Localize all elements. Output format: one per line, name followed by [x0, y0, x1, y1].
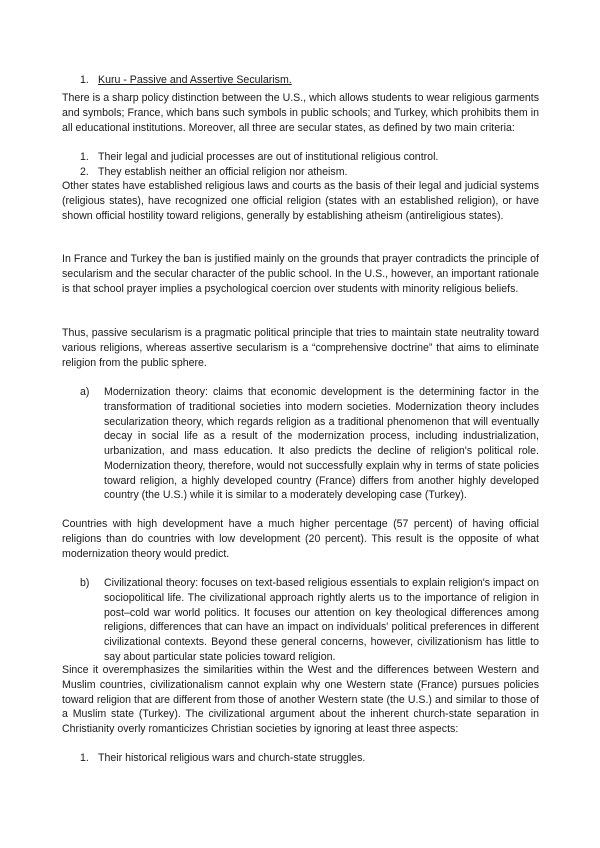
paragraph-passive-secularism: Thus, passive secularism is a pragmatic political principle that tries to maintain state neutrality toward various religions, whereas assertive secularism is a “comprehensive doctrine” that aims to eliminate religion from the public sphere. [62, 327, 539, 369]
list-marker: b) [80, 577, 90, 589]
paragraph-civilizationalism: Since it overemphasizes the similarities within the West and the differences between Western and Muslim countries, civilizationalism cannot explain why one Western state (France) pursues policies toward religion that are different from those of another Western state (the U.S.) and similar to those of a Muslim state (Turkey). The civilizational argument about the inherent church-state separation in Christianity overly romanticizes Christian societies by ignoring at least three aspects: [62, 664, 539, 735]
heading-number: 1. [80, 74, 89, 86]
list-number: 1. [80, 752, 89, 764]
paragraph-intro: There is a sharp policy distinction between the U.S., which allows students to wear religious garments and symbols; France, which bans such symbols in public schools; and Turkey, which prohibits them in all educational institutions. Moreover, all three are secular states, as defined by two main criteria: [62, 92, 539, 134]
theory-modernization [80, 385, 539, 503]
list-number: 1. [80, 151, 89, 163]
paragraph-other-states: Other states have established religious laws and courts as the basis of their legal and judicial systems (religious states), have recognized one official religion (states with an established religion), or have shown official hostility toward religions, generally by establishing atheism (antireligious states). [62, 180, 539, 222]
list-text: Their historical religious wars and church-state struggles. [98, 752, 366, 764]
list-number: 2. [80, 165, 89, 178]
paragraph-development: Countries with high development have a much higher percentage (57 percent) of having official religions than do countries with low development (20 percent). This result is the opposite of what modernization theory would predict. [62, 518, 539, 560]
list-marker: a) [80, 386, 90, 398]
list-text: They establish neither an official religion nor atheism. [98, 165, 348, 178]
heading-text: Kuru - Passive and Assertive Secularism. [98, 74, 292, 86]
list-text: Their legal and judicial processes are out of institutional religious control. [98, 151, 439, 163]
theory-text: Modernization theory: claims that economic development is the determining factor in the transformation of traditional societies into modern societies. Modernization theory includes secularization theory, which regards religion as a traditional phenomenon that will eventually decay in social life as a result of the modernization process, including industrialization, urbanization, and mass education. It also predicts the decline of religion's political role. Modernization theory, therefore, would not successfully explain why in terms of state policies toward religion, a highly developed country (France) differs from another highly developed country (the U.S.) while it is similar to a moderately developing case (Turkey). [104, 386, 539, 502]
paragraph-france-turkey: In France and Turkey the ban is justified mainly on the grounds that prayer contradicts the principle of secularism and the secular character of the public school. In the U.S., however, an important rationale is that school prayer implies a psychological coercion over students with minority religious beliefs. [62, 253, 539, 295]
theory-civilizational [80, 576, 539, 665]
theory-text: Civilizational theory: focuses on text-based religious essentials to explain religion's impact on sociopolitical life. The civilizational approach rightly alerts us to the importance of religion in post–cold war world politics. It focuses our attention on key theological differences among religions, differences that can have an impact on individuals' political preferences in different civilizational contexts. Beyond these general concerns, however, civilizationism has little to say about particular state policies toward religion. [104, 577, 539, 663]
